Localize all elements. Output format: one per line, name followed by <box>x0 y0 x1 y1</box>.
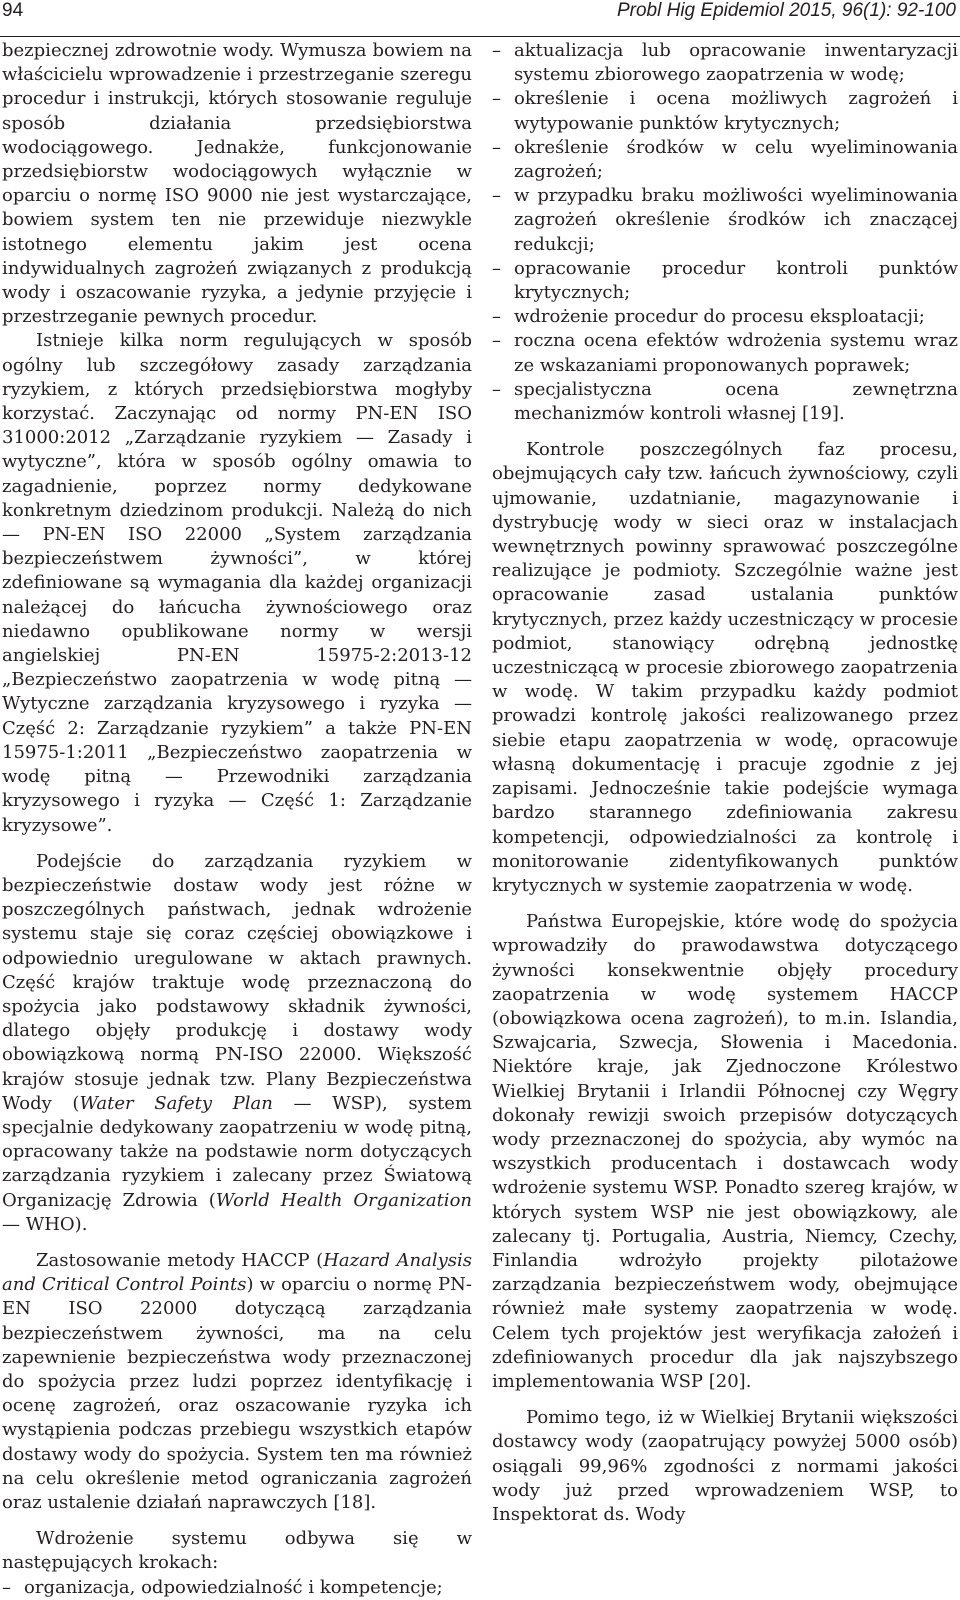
paragraph: Pomimo tego, iż w Wielkiej Brytanii większości dostawcy wody (zaopatrujący powyżej 5000 osób) osiągali 99,96% zgodności z normami jakości wody już przed wprowadzeniem WSP, to Inspektorat ds. Wody <box>492 1407 958 1525</box>
list-item: – organizacja, odpowiedzialność i kompetencje; <box>2 1576 472 1600</box>
list-item: – określenie środków w celu wyeliminowania zagrożeń; <box>492 136 958 184</box>
steps-list <box>2 1576 472 1600</box>
steps-list-continued <box>492 39 958 426</box>
paragraph: Podejście do zarządzania ryzykiem w bezpieczeństwie dostaw wody jest różne w poszczególnych państwach, jednak wdrożenie systemu staje się coraz częściej obowiązkowe i odpowiednio uregulowane w aktach prawnych. Część krajów traktuje wodę przeznaczoną do spożycia jako podstawowy składnik żywności, dlatego objęły produkcję i dostawy wody obowiązkową normą PN-ISO 22000. Większość krajów stosuje jednak tzw. Plany Bezpieczeństwa Wody (Water Safety Plan — WSP), system specjalnie dedykowany zaopatrzeniu w wodę pitną, opracowany także na podstawie norm dotyczących zarządzania ryzykiem i zalecany przez Światową Organizację Zdrowia (World Health Organization — WHO). <box>2 850 472 1235</box>
paragraph: bezpiecznej zdrowotnie wody. Wymusza bowiem na właścicielu wprowadzenie i przestrzeganie szeregu procedur i instrukcji, których stosowanie reguluje sposób działania przedsiębiorstwa wodociągowego. Jednakże, funkcjonowanie przedsiębiorstw wodociągowych wyłącznie w oparciu o normę ISO 9000 nie jest wystarczające, bowiem system ten nie przewiduje niezwykle istotnego elementu jakim jest ocena indywidualnych zagrożeń związanych z produkcją wody i oszacowanie ryzyka, a jedynie przyjęcie i przestrzeganie pewnych procedur. <box>2 40 472 328</box>
paragraph: Państwa Europejskie, które wodę do spożycia wprowadziły do prawodawstwa dotyczącego żywności konsekwentnie objęły procedury zaopatrzenia w wodę systemem HACCP (obowiązkowa ocena zagrożeń), to m.in. Islandia, Szwajcaria, Szwecja, Słowenia i Macedonia. Niektóre kraje, jak Zjednoczone Królestwo Wielkiej Brytanii i Irlandii Północnej czy Węgry dokonały rewizji swoich przepisów dotyczących wody przeznaczonej do spożycia, aby wymóc na wszystkich producentach i dostawcach wody wdrożenie systemu WSP. Ponadto szereg krajów, w których system WSP nie jest obowiązkowy, ale zalecany tj. Portugalia, Austria, Niemcy, Czechy, Finlandia wdrożyło projekty pilotażowe zarządzania bezpieczeństwem wody, obejmujące również małe systemy zaopatrzenia w wodę. Celem tych projektów jest weryfikacja założeń i zdefiniowanych procedur dla jak najszybszego implementowania WSP [20]. <box>492 911 958 1392</box>
paragraph: Kontrole poszczególnych faz procesu, obejmujących cały tzw. łańcuch żywnościowy, czyli ujmowanie, uzdatnianie, magazynowanie i dystrybucję wody w sieci oraz w instalacjach wewnętrznych powinny sprawować poszczególne realizujące je podmioty. Szczególnie ważne jest opracowanie zasad ustalania punktów krytycznych, przez każdy uczestniczący w procesie podmiot, stanowiący odrębną jednostkę uczestniczącą w procesie zbiorowego zaopatrzenia w wodę. W takim przypadku każdy podmiot prowadzi kontrolę jakości realizowanego przez siebie etapu zaopatrzenia w wodę, opracowuje własną dokumentację i pracuje zgodnie z jej zapisami. Jednocześnie takie podejście wymaga bardzo starannego zdefiniowania zakresu kompetencji, odpowiedzialności za kontrolę i monitorowanie zidentyfikowanych punktów krytycznych w systemie zaopatrzenia w wodę. <box>492 439 958 896</box>
paragraph: Zastosowanie metody HACCP (Hazard Analysis and Critical Control Points) w oparciu o normę PN-EN ISO 22000 dotyczącą zarządzania bezpieczeństwem żywności, ma na celu zapewnienie bezpieczeństwa wody przeznaczonej do spożycia przez ludzi poprzez identyfikację i ocenę zagrożeń, oraz oszacowanie ryzyka ich wystąpienia podczas przebiegu wszystkich etapów dostawy wody do spożycia. System ten ma również na celu określenie metod ograniczania zagrożeń oraz ustalenie działań naprawczych [18]. <box>2 1249 472 1513</box>
paragraph: Istnieje kilka norm regulujących w sposób ogólny lub szczegółowy zasady zarządzania ryzykiem, z których przedsiębiorstwa mogłyby korzystać. Zaczynając od normy PN-EN ISO 31000:2012 „Zarządzanie ryzykiem — Zasady i wytyczne”, która w sposób ogólny omawia to zagadnienie, poprzez normy dedykowane konkretnym dziedzinom produkcji. Należą do nich — PN-EN ISO 22000 „System zarządzania bezpieczeństwem żywności”, w której zdefiniowane są wymagania dla każdej organizacji należącej do łańcucha żywnościowego oraz niedawno opublikowane normy w wersji angielskiej PN-EN 15975-2:2013-12 „Bezpieczeństwo zaopatrzenia w wodę pitną — Wytyczne zarządzania kryzysowego i ryzyka — Część 2: Zarządzanie ryzykiem” a także PN-EN 15975-1:2011 „Bezpieczeństwo zaopatrzenia w wodę pitną — Przewodniki zarządzania kryzysowego i ryzyka — Część 1: Zarządzanie kryzysowe”. <box>2 330 472 836</box>
left-column <box>2 39 472 1600</box>
list-item: – określenie i ocena możliwych zagrożeń i wytypowanie punktów krytycznych; <box>492 87 958 135</box>
page-number: 94 <box>2 0 24 21</box>
running-header <box>0 0 960 37</box>
list-item: – wdrożenie procedur do procesu eksploatacji; <box>492 305 958 329</box>
paragraph: Wdrożenie systemu odbywa się w następujących krokach: <box>2 1528 472 1574</box>
italic-term: Hazard Analysis and Critical Control Points <box>2 1249 472 1296</box>
italic-term: World Health Organization <box>215 1189 472 1211</box>
italic-term: Water Safety Plan <box>79 1092 273 1114</box>
right-column <box>492 39 958 1527</box>
list-item: – opracowanie procedur kontroli punktów krytycznych; <box>492 257 958 305</box>
list-item: – specjalistyczna ocena zewnętrzna mechanizmów kontroli własnej [19]. <box>492 378 958 426</box>
list-item: – w przypadku braku możliwości wyeliminowania zagrożeń określenie środków ich znaczącej redukcji; <box>492 184 958 257</box>
list-item: – aktualizacja lub opracowanie inwentaryzacji systemu zbiorowego zaopatrzenia w wodę; <box>492 39 958 87</box>
list-item: – roczna ocena efektów wdrożenia systemu wraz ze wskazaniami proponowanych poprawek; <box>492 329 958 377</box>
journal-citation: Probl Hig Epidemiol 2015, 96(1): 92-100 <box>616 0 956 21</box>
